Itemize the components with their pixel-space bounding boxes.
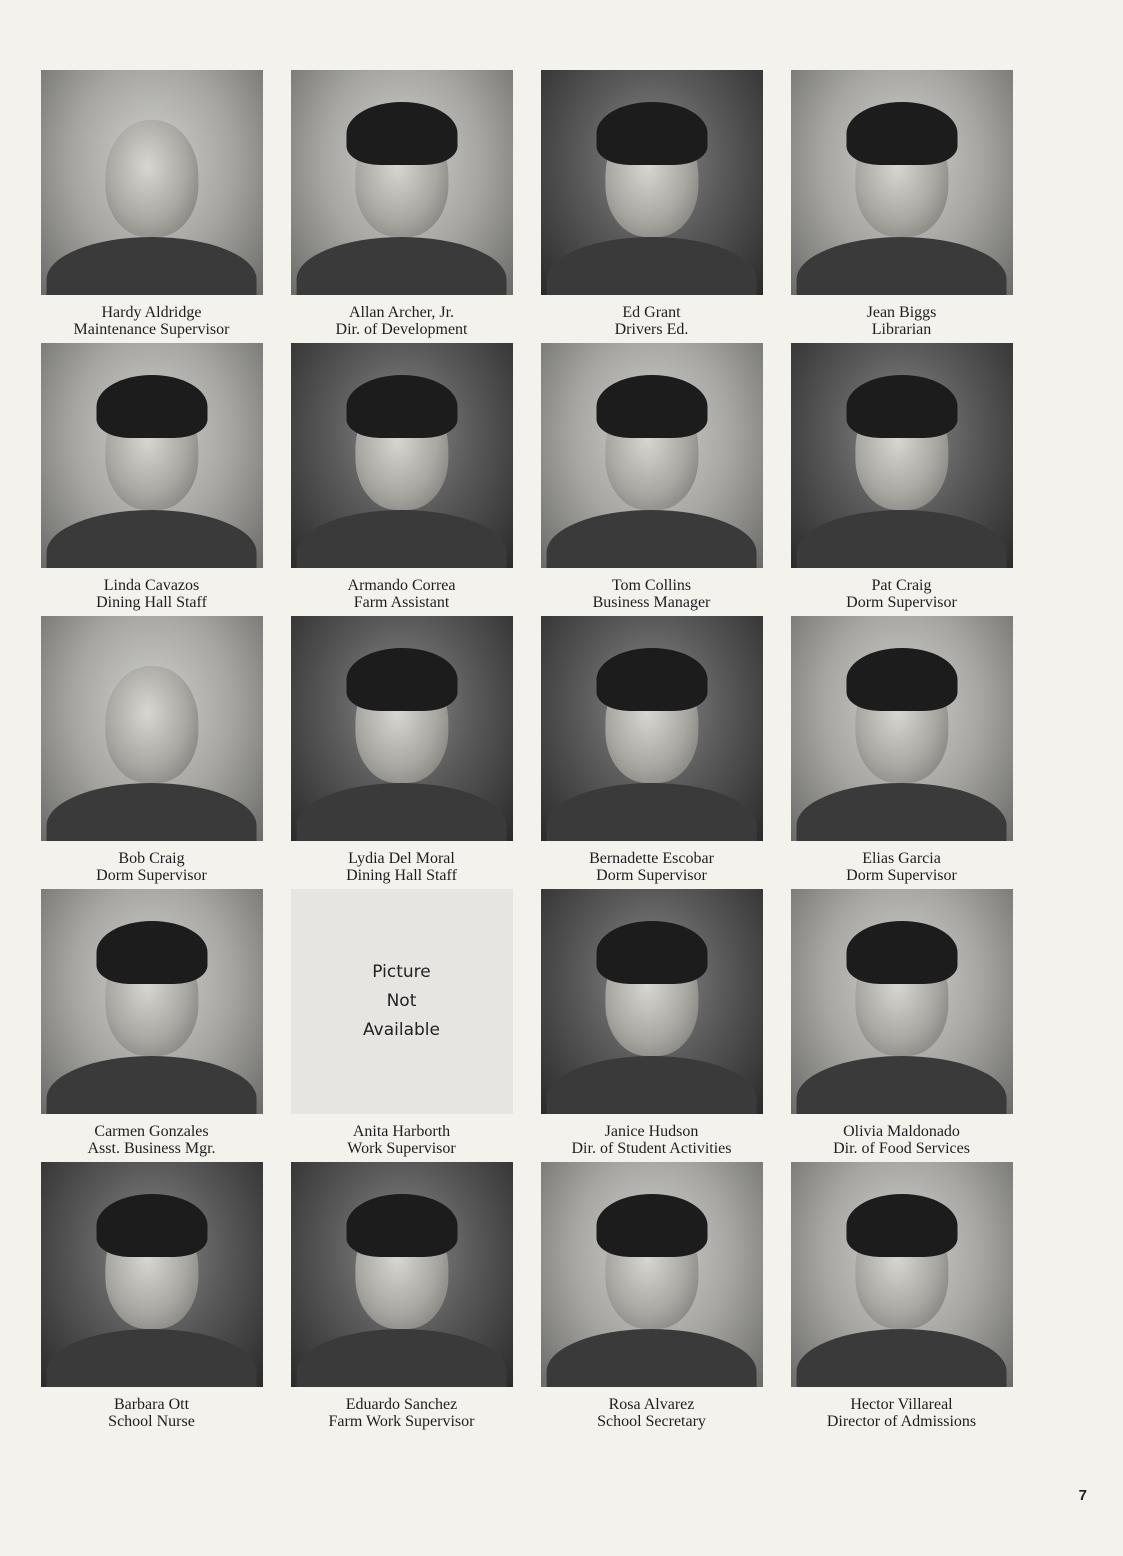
staff-name: Bernadette Escobar (589, 850, 714, 867)
staff-name: Rosa Alvarez (608, 1396, 695, 1413)
staff-name: Allan Archer, Jr. (348, 304, 455, 321)
staff-photo (291, 70, 513, 295)
staff-name: Anita Harborth (352, 1123, 451, 1140)
staff-name: Lydia Del Moral (348, 850, 455, 867)
staff-name: Pat Craig (871, 577, 932, 594)
staff-caption (589, 850, 714, 884)
staff-entry (39, 343, 264, 616)
staff-name: Janice Hudson (604, 1123, 699, 1140)
staff-name: Armando Correa (347, 577, 456, 594)
staff-name: Hector Villareal (850, 1396, 953, 1413)
staff-title: Work Supervisor (347, 1140, 456, 1157)
staff-caption (346, 850, 457, 884)
staff-name: Eduardo Sanchez (345, 1396, 458, 1413)
staff-caption (572, 1123, 732, 1157)
staff-name: Bob Craig (118, 850, 185, 867)
staff-caption (615, 304, 689, 338)
staff-title: School Secretary (597, 1413, 706, 1430)
staff-caption (833, 1123, 970, 1157)
staff-entry (789, 1162, 1014, 1435)
staff-title: Director of Admissions (826, 1413, 977, 1430)
staff-name: Olivia Maldonado (843, 1123, 960, 1140)
picture-not-available-text: Picture Not Available (363, 962, 440, 1040)
staff-title: Dir. of Food Services (833, 1140, 970, 1157)
staff-caption (593, 577, 711, 611)
staff-caption (329, 1396, 475, 1430)
staff-entry (539, 343, 764, 616)
staff-photo (291, 616, 513, 841)
staff-photo (791, 616, 1013, 841)
photo-placeholder (291, 889, 513, 1114)
staff-caption (827, 1396, 976, 1430)
staff-entry (539, 1162, 764, 1435)
staff-entry (39, 70, 264, 343)
staff-photo (541, 616, 763, 841)
staff-photo (791, 889, 1013, 1114)
staff-caption (96, 850, 207, 884)
staff-name: Linda Cavazos (103, 577, 200, 594)
staff-entry (789, 70, 1014, 343)
staff-photo (41, 1162, 263, 1387)
staff-entry (789, 343, 1014, 616)
staff-title: Asst. Business Mgr. (87, 1140, 216, 1157)
staff-caption (74, 304, 230, 338)
staff-title: Librarian (871, 321, 932, 338)
staff-title: Dorm Supervisor (846, 867, 957, 884)
staff-photo (291, 343, 513, 568)
staff-title: Dir. of Development (335, 321, 468, 338)
staff-entry (539, 889, 764, 1162)
staff-photo (541, 889, 763, 1114)
staff-photo (541, 70, 763, 295)
staff-photo (41, 616, 263, 841)
staff-entry (539, 70, 764, 343)
staff-entry (289, 616, 514, 889)
staff-title: Business Manager (592, 594, 711, 611)
staff-entry (789, 616, 1014, 889)
staff-photo (291, 1162, 513, 1387)
staff-caption (846, 850, 957, 884)
staff-title: Dorm Supervisor (596, 867, 707, 884)
staff-photo (541, 1162, 763, 1387)
staff-entry (539, 616, 764, 889)
staff-caption (846, 577, 957, 611)
staff-title: Dining Hall Staff (96, 594, 207, 611)
staff-photo (791, 70, 1013, 295)
staff-entry (289, 343, 514, 616)
staff-grid (39, 70, 1015, 1435)
staff-title: Dir. of Student Activities (571, 1140, 732, 1157)
staff-name: Jean Biggs (866, 304, 937, 321)
staff-photo (791, 1162, 1013, 1387)
staff-caption (87, 1123, 215, 1157)
staff-entry (39, 616, 264, 889)
staff-caption (347, 1123, 455, 1157)
staff-caption (108, 1396, 195, 1430)
staff-name: Ed Grant (622, 304, 681, 321)
staff-caption (348, 577, 456, 611)
staff-title: Dorm Supervisor (96, 867, 207, 884)
staff-title: School Nurse (108, 1413, 195, 1430)
staff-name: Hardy Aldridge (101, 304, 202, 321)
staff-caption (96, 577, 207, 611)
staff-name: Barbara Ott (113, 1396, 190, 1413)
page-number: 7 (1078, 1487, 1087, 1504)
staff-title: Drivers Ed. (614, 321, 689, 338)
staff-photo (541, 343, 763, 568)
staff-photo (41, 889, 263, 1114)
staff-entry (289, 70, 514, 343)
staff-entry (789, 889, 1014, 1162)
staff-title: Dining Hall Staff (346, 867, 457, 884)
staff-caption (336, 304, 468, 338)
staff-entry (39, 889, 264, 1162)
staff-entry (39, 1162, 264, 1435)
staff-title: Maintenance Supervisor (73, 321, 230, 338)
staff-title: Dorm Supervisor (846, 594, 957, 611)
staff-title: Farm Assistant (353, 594, 450, 611)
staff-entry (289, 1162, 514, 1435)
staff-photo (41, 70, 263, 295)
staff-title: Farm Work Supervisor (328, 1413, 475, 1430)
staff-name: Carmen Gonzales (94, 1123, 209, 1140)
staff-caption (867, 304, 937, 338)
staff-entry (289, 889, 514, 1162)
staff-photo (791, 343, 1013, 568)
staff-name: Tom Collins (611, 577, 692, 594)
staff-caption (597, 1396, 706, 1430)
staff-photo (41, 343, 263, 568)
staff-name: Elias Garcia (862, 850, 941, 867)
